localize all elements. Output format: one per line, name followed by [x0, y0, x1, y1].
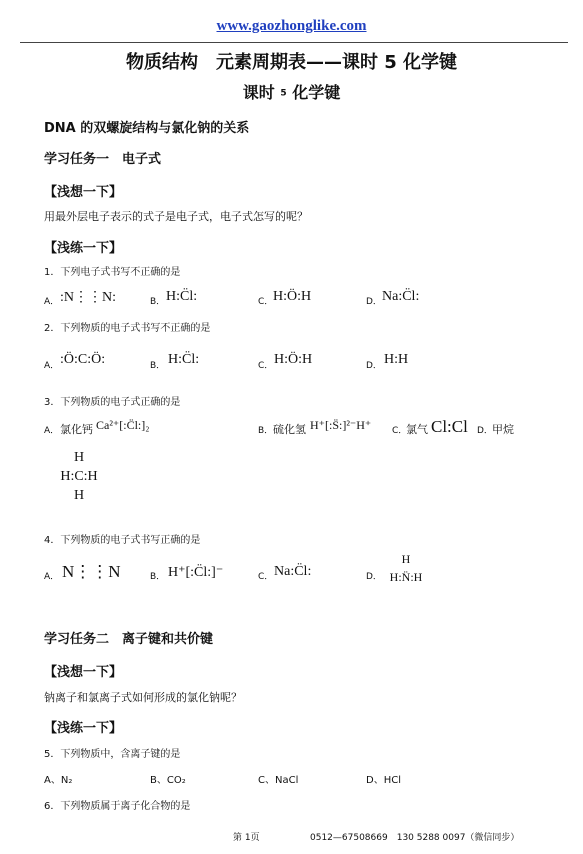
- q1-a-formula: :N⋮⋮N:: [60, 290, 116, 305]
- q3-a-label: A．: [44, 426, 60, 436]
- q3-stem: 3．下列物质的电子式正确的是: [44, 397, 181, 408]
- page-title: 物质结构 元素周期表——课时 5 化学键: [125, 52, 458, 73]
- q5-d: D、HCl: [366, 775, 401, 786]
- q3-a-text: 氯化钙: [60, 423, 93, 436]
- q3-b-text: 硫化氢: [273, 423, 306, 436]
- footer-page: 第 1页: [233, 833, 260, 843]
- q4-b-formula: H⁺[:C̈l:]⁻: [168, 565, 224, 580]
- q4-c-formula: Na:C̈l:: [274, 564, 312, 579]
- task1-heading: 学习任务一 电子式: [44, 152, 162, 167]
- task2-think-text: 钠离子和氯离子式如何形成的氯化钠呢？: [44, 691, 242, 704]
- ammonia-structure: [381, 552, 431, 584]
- q4-a-label: A．: [44, 572, 60, 582]
- q2-b-label: B．: [150, 361, 166, 371]
- ammonia-bottom: H:N̈:H: [389, 570, 423, 584]
- q1-c-formula: H:Ö:H: [273, 289, 312, 304]
- q1-stem: 1．下列电子式书写不正确的是: [44, 267, 181, 278]
- task2-think-label: 【浅想一下】: [44, 665, 123, 680]
- methane-top-h: H: [73, 450, 85, 465]
- q1-a-label: A．: [44, 297, 60, 307]
- q2-a-label: A．: [44, 361, 60, 371]
- q6-stem: 6．下列物质属于离子化合物的是: [44, 801, 191, 812]
- q3-c-formula: Cl:Cl: [431, 417, 468, 436]
- task1-think-label: 【浅想一下】: [44, 185, 123, 200]
- subtitle-num: 5: [280, 88, 287, 99]
- q2-c-label: C．: [258, 361, 274, 371]
- q3-c-label: C．: [392, 426, 408, 436]
- methane-bottom-h: H: [73, 488, 85, 503]
- q3-b-label: B．: [258, 426, 274, 436]
- q4-c-label: C．: [258, 572, 274, 582]
- q1-b-label: B．: [150, 297, 166, 307]
- task1-think-text: 用最外层电子表示的式子是电子式，电子式怎写的呢？: [44, 210, 308, 223]
- intro-heading: DNA 的双螺旋结构与氯化钠的关系: [44, 121, 250, 136]
- q3-c-text: 氯气: [406, 423, 428, 436]
- q2-d-label: D．: [366, 361, 382, 371]
- footer-contact: 0512—67508669 130 5288 0097（微信同步）: [310, 833, 520, 843]
- q4-stem: 4．下列物质的电子式书写正确的是: [44, 535, 201, 546]
- task1-practice-label: 【浅练一下】: [44, 241, 123, 256]
- q5-stem: 5．下列物质中，含离子键的是: [44, 749, 181, 760]
- q5-b: B、CO₂: [150, 775, 186, 786]
- q1-d-formula: Na:C̈l:: [382, 289, 420, 304]
- site-url[interactable]: www.gaozhonglike.com: [216, 18, 367, 34]
- q4-d-label: D．: [366, 572, 382, 582]
- q3-d-label: D．: [477, 426, 493, 436]
- methane-structure: [44, 450, 114, 504]
- q2-d-formula: H:H: [384, 352, 409, 367]
- q1-d-label: D．: [366, 297, 382, 307]
- task2-practice-label: 【浅练一下】: [44, 721, 123, 736]
- q2-c-formula: H:Ö:H: [274, 352, 313, 367]
- q2-a-formula: :Ö:C:Ö:: [60, 352, 106, 367]
- header-divider: [20, 42, 568, 43]
- q3-a-formula: Ca²⁺[:C̈l:]₂: [96, 418, 150, 432]
- subtitle-rest: 化学键: [292, 83, 341, 102]
- methane-mid: H:C:H: [60, 469, 98, 484]
- q2-b-formula: H:C̈l:: [168, 352, 200, 367]
- q1-b-formula: H:C̈l:: [166, 289, 198, 304]
- q1-c-label: C．: [258, 297, 274, 307]
- ammonia-top-h: H: [401, 552, 411, 566]
- q3-b-formula: H⁺[:S̈:]²⁻H⁺: [310, 418, 372, 432]
- q5-a: A、N₂: [44, 775, 73, 786]
- task2-heading: 学习任务二 离子键和共价键: [44, 632, 214, 647]
- q4-a-formula: N⋮⋮N: [62, 562, 121, 581]
- q5-c: C、NaCl: [258, 775, 299, 786]
- q4-b-label: B．: [150, 572, 166, 582]
- q3-d-text: 甲烷: [492, 423, 514, 436]
- page-subtitle: [0, 80, 583, 103]
- q2-stem: 2．下列物质的电子式书写不正确的是: [44, 323, 211, 334]
- subtitle-main: 课时: [242, 83, 275, 102]
